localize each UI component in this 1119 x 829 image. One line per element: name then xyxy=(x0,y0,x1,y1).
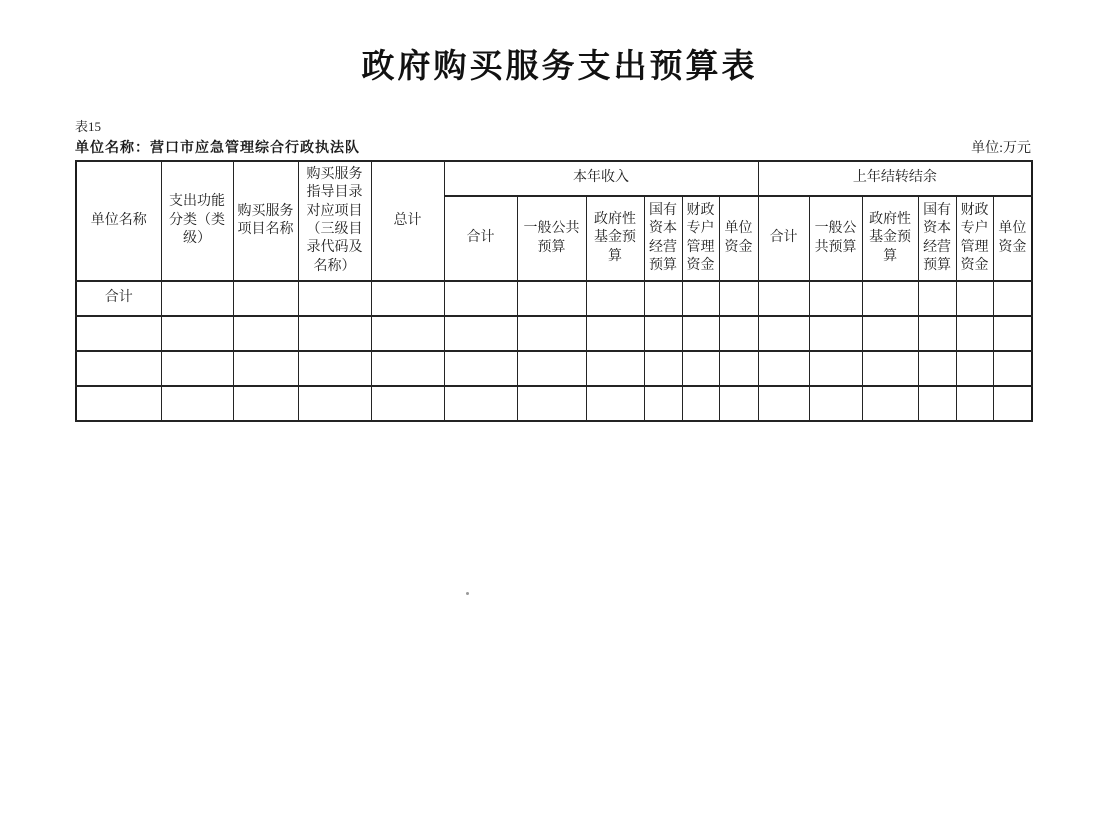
table-cell xyxy=(76,351,161,386)
header-func-class: 支出功能分类（类级） xyxy=(161,161,233,281)
table-cell xyxy=(862,386,918,421)
table-cell xyxy=(644,386,682,421)
table-cell xyxy=(758,281,809,316)
table-cell xyxy=(161,281,233,316)
header-py-govt-fund-budget: 政府性基金预算 xyxy=(862,196,918,281)
table-cell xyxy=(758,351,809,386)
table-cell xyxy=(76,386,161,421)
table-cell xyxy=(586,281,644,316)
table-cell xyxy=(517,316,586,351)
table-cell xyxy=(371,386,444,421)
table-cell xyxy=(758,386,809,421)
unit-name-value: 营口市应急管理综合行政执法队 xyxy=(150,141,360,156)
document-sheet xyxy=(75,119,1031,422)
table-cell xyxy=(918,281,956,316)
table-cell xyxy=(517,386,586,421)
table-cell xyxy=(233,281,298,316)
header-py-total: 合计 xyxy=(758,196,809,281)
table-cell xyxy=(862,281,918,316)
table-cell xyxy=(76,316,161,351)
header-cy-fiscal-account-funds: 财政专户管理资金 xyxy=(682,196,719,281)
header-cy-govt-fund-budget: 政府性基金预算 xyxy=(586,196,644,281)
table-cell xyxy=(233,316,298,351)
table-cell xyxy=(809,386,862,421)
table-cell xyxy=(444,386,517,421)
table-cell xyxy=(371,281,444,316)
table-row xyxy=(76,351,1032,386)
header-group-current-year-income: 本年收入 xyxy=(444,161,758,196)
table-cell xyxy=(758,316,809,351)
table-cell xyxy=(809,281,862,316)
table-cell xyxy=(993,386,1032,421)
table-cell xyxy=(586,351,644,386)
header-unit-name: 单位名称 xyxy=(76,161,161,281)
table-cell xyxy=(719,316,758,351)
unit-name-label: 单位名称： xyxy=(75,141,150,156)
header-cy-state-capital-budget: 国有资本经营预算 xyxy=(644,196,682,281)
table-cell xyxy=(298,281,371,316)
table-cell xyxy=(233,351,298,386)
table-cell xyxy=(809,351,862,386)
table-cell xyxy=(644,316,682,351)
header-py-fiscal-account-funds: 财政专户管理资金 xyxy=(956,196,993,281)
header-cy-unit-funds: 单位资金 xyxy=(719,196,758,281)
table-cell xyxy=(993,351,1032,386)
table-cell xyxy=(719,351,758,386)
unit-name-line xyxy=(75,137,360,157)
table-cell xyxy=(682,281,719,316)
header-catalog-item: 购买服务指导目录对应项目（三级目录代码及名称） xyxy=(298,161,371,281)
table-cell xyxy=(918,316,956,351)
budget-table xyxy=(75,160,1033,422)
table-cell xyxy=(993,316,1032,351)
header-py-unit-funds: 单位资金 xyxy=(993,196,1032,281)
table-cell xyxy=(956,351,993,386)
table-cell xyxy=(719,386,758,421)
header-py-state-capital-budget: 国有资本经营预算 xyxy=(918,196,956,281)
table-row xyxy=(76,316,1032,351)
header-grand-total: 总计 xyxy=(371,161,444,281)
currency-unit-label: 单位:万元 xyxy=(971,141,1031,156)
table-cell xyxy=(161,351,233,386)
table-cell xyxy=(517,281,586,316)
header-cy-general-public-budget: 一般公共预算 xyxy=(517,196,586,281)
header-py-general-public-budget: 一般公共预算 xyxy=(809,196,862,281)
header-cy-total: 合计 xyxy=(444,196,517,281)
table-cell xyxy=(161,316,233,351)
table-cell xyxy=(644,351,682,386)
table-cell xyxy=(298,351,371,386)
table-cell xyxy=(444,281,517,316)
table-cell xyxy=(371,316,444,351)
table-cell xyxy=(644,281,682,316)
table-row xyxy=(76,386,1032,421)
table-cell xyxy=(444,316,517,351)
table-cell xyxy=(956,386,993,421)
table-cell xyxy=(862,316,918,351)
table-cell xyxy=(161,386,233,421)
table-number: 表15 xyxy=(75,119,102,134)
table-cell xyxy=(586,386,644,421)
table-row xyxy=(76,281,1032,316)
table-cell xyxy=(298,386,371,421)
header-project-name: 购买服务项目名称 xyxy=(233,161,298,281)
table-cell xyxy=(993,281,1032,316)
table-cell xyxy=(233,386,298,421)
table-cell xyxy=(956,281,993,316)
table-cell xyxy=(682,351,719,386)
table-cell xyxy=(918,351,956,386)
table-cell xyxy=(682,386,719,421)
table-cell xyxy=(444,351,517,386)
page-title: 政府购买服务支出预算表 xyxy=(361,49,758,85)
header-group-prev-year-carryover: 上年结转结余 xyxy=(758,161,1032,196)
table-cell xyxy=(298,316,371,351)
table-cell xyxy=(719,281,758,316)
body-total-label: 合计 xyxy=(76,281,161,316)
table-cell xyxy=(517,351,586,386)
table-cell xyxy=(809,316,862,351)
table-cell xyxy=(586,316,644,351)
table-cell xyxy=(371,351,444,386)
meta-row xyxy=(75,137,1031,157)
table-cell xyxy=(862,351,918,386)
scan-speck xyxy=(466,592,469,595)
table-cell xyxy=(918,386,956,421)
table-cell xyxy=(682,316,719,351)
table-cell xyxy=(956,316,993,351)
